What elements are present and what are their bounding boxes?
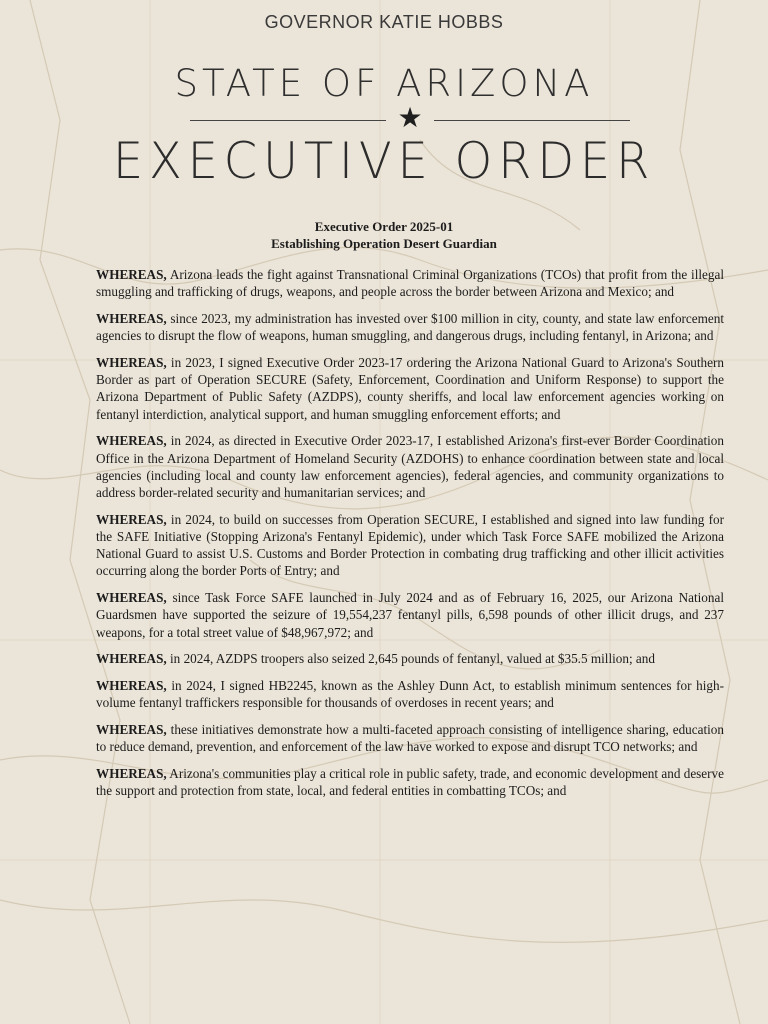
clause-lead: WHEREAS, xyxy=(96,267,167,282)
whereas-clause xyxy=(96,354,724,423)
clause-lead: WHEREAS, xyxy=(96,311,167,326)
clause-lead: WHEREAS, xyxy=(96,722,167,738)
clause-text: in 2024, I signed HB2245, known as the Ashley Dunn Act, to establish minimum sentences for high-volume fentanyl traffickers responsible for thousands of overdoses in recent years; and xyxy=(96,678,724,711)
document-type-title: EXECUTIVE ORDER xyxy=(112,132,656,190)
clause-text: in 2024, to build on successes from Operation SECURE, I established and signed into law funding for the SAFE Initiative (Stopping Arizona's Fentanyl Epidemic), under which Task Force SAFE mobilized the Arizona National Guard to assist U.S. Customs and Border Protection in combating drug trafficking and other illicit activities occurring along the border Ports of Entry; and xyxy=(96,511,724,579)
clause-text: these initiatives demonstrate how a multi-faceted approach consisting of intelligence sharing, education to reduce demand, prevention, and enforcement of the law have worked to expose and disrupt TCO networks; and xyxy=(96,722,724,755)
whereas-clause xyxy=(96,511,724,580)
clause-lead: WHEREAS, xyxy=(96,590,167,606)
clause-lead: WHEREAS, xyxy=(96,355,167,370)
whereas-clause xyxy=(96,721,724,755)
order-heading xyxy=(0,218,768,252)
divider-line-right xyxy=(434,120,630,121)
state-title: STATE OF ARIZONA xyxy=(174,62,594,105)
clause-lead: WHEREAS, xyxy=(96,651,167,667)
clause-text: Arizona leads the fight against Transnational Criminal Organizations (TCOs) that profit from the illegal smuggling and trafficking of drugs, weapons, and people across the border between Arizona and Mexico; and xyxy=(96,267,724,300)
clause-text: since Task Force SAFE launched in July 2024 and as of February 16, 2025, our Arizona National Guardsmen have supported the seizure of 19,554,237 fentanyl pills, 6,598 pounds of other illicit drugs, and 237 weapons, for a total street value of $48,967,972; and xyxy=(96,590,724,640)
governor-name: GOVERNOR KATIE HOBBS xyxy=(264,12,504,32)
order-title: Establishing Operation Desert Guardian xyxy=(271,236,497,251)
star-icon: ★ xyxy=(397,103,423,134)
clause-text: in 2024, as directed in Executive Order 2023-17, I established Arizona's first-ever Border Coordination Office in the Arizona Department of Homeland Security (AZDOHS) to enhance coordination between state and local agencies (including local and county law enforcement agencies), federal agencies, and community organizations to address border-related security and humanitarian services; and xyxy=(96,433,724,501)
whereas-clause xyxy=(96,266,724,300)
divider-line-left xyxy=(190,120,386,121)
whereas-clauses xyxy=(96,266,724,809)
whereas-clause xyxy=(96,310,724,344)
whereas-clause xyxy=(96,432,724,501)
clause-lead: WHEREAS, xyxy=(96,766,167,782)
title-divider xyxy=(190,103,630,134)
clause-text: since 2023, my administration has invested over $100 million in city, county, and state law enforcement agencies to disrupt the flow of weapons, human smuggling, and dangerous drugs, including fentanyl, in Arizona; and xyxy=(96,311,724,344)
whereas-clause xyxy=(96,765,724,799)
clause-lead: WHEREAS, xyxy=(96,511,167,527)
clause-lead: WHEREAS, xyxy=(96,433,167,449)
order-number: Executive Order 2025-01 xyxy=(314,219,454,234)
clause-text: in 2023, I signed Executive Order 2023-17 ordering the Arizona National Guard to Arizona's Southern Border as part of Operation SECURE (Safety, Enforcement, Coordination and Uniform Response) to support the Arizona Department of Public Safety (AZDPS), county sheriffs, and local law enforcement agencies working on fentanyl interdiction, analytical support, and human smuggling enforcement efforts; and xyxy=(96,355,724,422)
whereas-clause xyxy=(96,650,724,667)
clause-text: Arizona's communities play a critical role in public safety, trade, and economic development and deserve the support and protection from state, local, and federal entities in combatting TCOs; and xyxy=(96,766,724,799)
whereas-clause xyxy=(96,589,724,641)
clause-text: in 2024, AZDPS troopers also seized 2,645 pounds of fentanyl, valued at $35.5 million; and xyxy=(166,651,655,667)
whereas-clause xyxy=(96,677,724,711)
clause-lead: WHEREAS, xyxy=(96,678,167,694)
